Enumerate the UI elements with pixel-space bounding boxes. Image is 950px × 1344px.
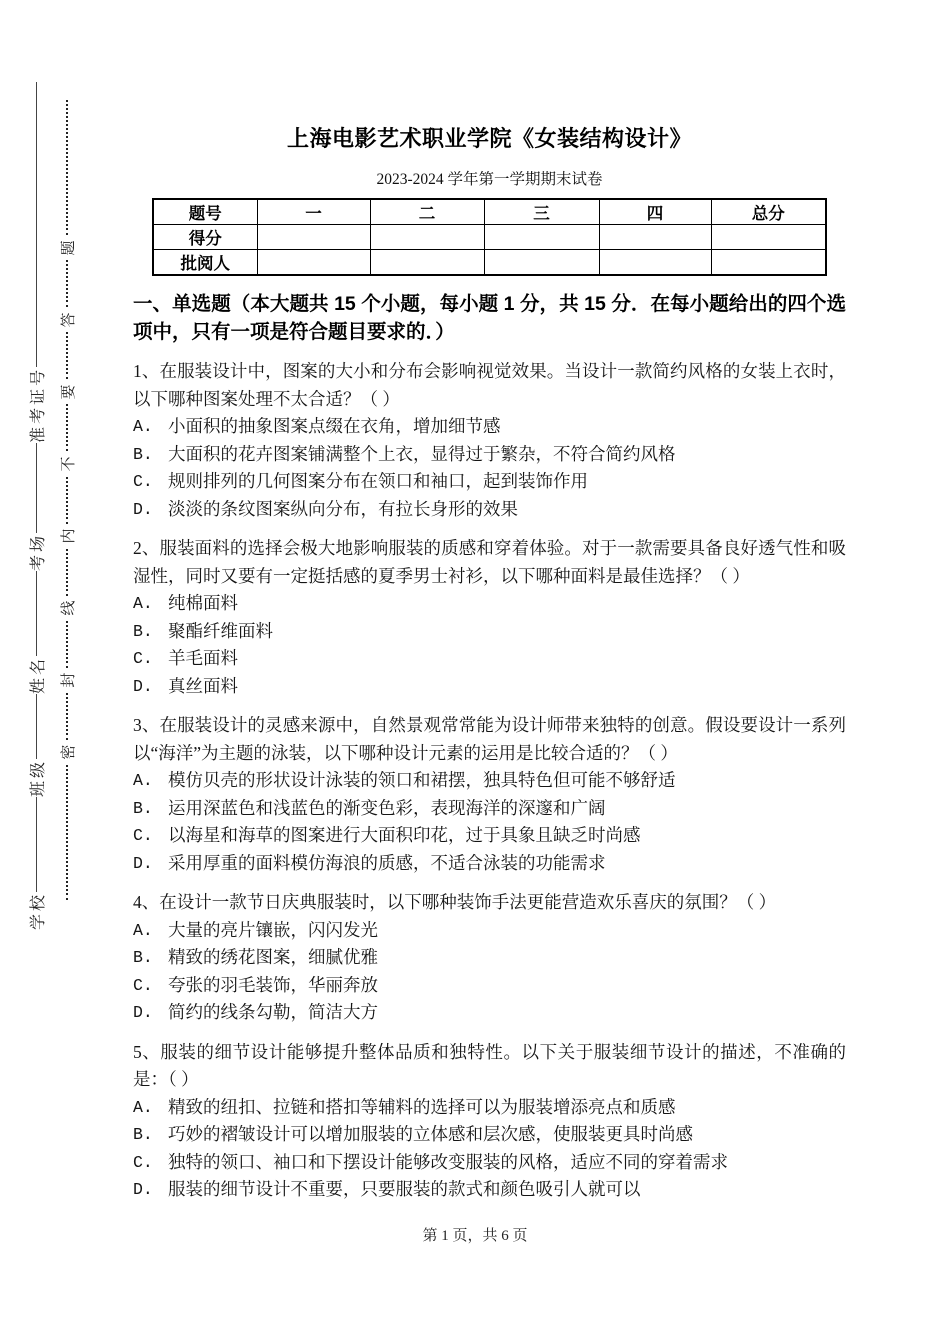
question-stem: 1、在服装设计中，图案的大小和分布会影响视觉效果。当设计一款简约风格的女装上衣时，以下哪种图案处理不太合适？（ ） <box>133 361 846 409</box>
option-row <box>133 999 846 1027</box>
option-text: 独特的领口、袖口和下摆设计能够改变服装的风格，适应不同的穿着需求 <box>168 1151 728 1172</box>
score-table-col: 四 <box>599 199 711 225</box>
dotted-leader <box>66 621 68 668</box>
score-row <box>153 225 826 250</box>
option-key: B. <box>133 444 153 464</box>
option-text: 巧妙的褶皱设计可以增加服装的立体感和层次感，使服装更具时尚感 <box>168 1124 693 1144</box>
seal-char: 答 <box>60 312 77 328</box>
fill-in-blank <box>36 797 37 892</box>
option-row <box>133 850 846 878</box>
option-row <box>133 1121 846 1149</box>
score-cell <box>711 250 826 276</box>
option-row <box>133 1094 846 1122</box>
section-one-heading: 一、单选题（本大题共 15 个小题，每小题 1 分，共 15 分．在每小题给出的四个选项中，只有一项是符合题目要求的．） <box>133 293 846 343</box>
sidebar-field-examnumber: 准考证号 <box>29 366 47 443</box>
option-row <box>133 468 846 496</box>
score-cell <box>370 225 484 250</box>
option-text: 以海星和海草的图案进行大面积印花，过于具象且缺乏时尚感 <box>168 825 641 845</box>
option-row <box>133 496 846 524</box>
option-text: 模仿贝壳的形状设计泳装的领口和裙摆，独具特色但可能不够舒适 <box>168 770 676 790</box>
fill-in-blank <box>36 571 37 656</box>
score-cell <box>599 250 711 276</box>
option-row <box>133 1149 846 1177</box>
option-text: 采用厚重的面料模仿海浪的质感，不适合泳装的功能需求 <box>168 852 606 873</box>
dotted-leader <box>66 693 68 740</box>
option-row <box>133 822 846 850</box>
option-key: C. <box>133 975 153 995</box>
score-cell <box>599 225 711 250</box>
question-4 <box>133 889 846 1027</box>
page-subtitle: 2023-2024 学年第一学期期末试卷 <box>376 171 603 188</box>
option-text: 夸张的羽毛装饰，华丽奔放 <box>168 974 378 995</box>
seal-char: 封 <box>60 672 77 688</box>
sidebar-fields-line <box>25 82 47 930</box>
dotted-leader <box>66 405 68 452</box>
fill-in-blank <box>36 694 37 759</box>
option-key: A. <box>133 1097 153 1117</box>
option-text: 精致的纽扣、拉链和搭扣等辅料的选择可以为服装增添亮点和质感 <box>168 1096 676 1117</box>
score-table-corner: 题号 <box>153 199 257 225</box>
option-key: C. <box>133 649 153 668</box>
option-text: 纯棉面料 <box>168 593 238 613</box>
option-key: A. <box>133 771 153 790</box>
option-key: B. <box>133 798 153 818</box>
main-content <box>133 122 846 1204</box>
page-title: 上海电影艺术职业学院《女装结构设计》 <box>286 126 692 151</box>
seal-char: 密 <box>60 744 77 760</box>
question-stem: 5、服装的细节设计能够提升整体品质和独特性。以下关于服装细节设计的描述，不准确的是：（ ） <box>133 1041 846 1089</box>
score-table-header-row <box>153 199 826 225</box>
question-stem: 3、在服装设计的灵感来源中，自然景观常常能为设计师带来独特的创意。假设要设计一系列以“海洋”为主题的泳装，以下哪种设计元素的运用是比较合适的？（ ） <box>133 715 846 763</box>
question-5 <box>133 1039 846 1204</box>
option-key: D. <box>133 499 153 519</box>
seal-char: 线 <box>60 600 77 616</box>
option-key: B. <box>133 1125 153 1144</box>
score-table-col: 总分 <box>711 199 826 225</box>
question-2 <box>133 535 846 700</box>
dotted-leader <box>66 100 68 235</box>
seal-char: 不 <box>60 456 77 472</box>
option-row <box>133 944 846 972</box>
option-text: 规则排列的几何图案分布在领口和袖口，起到装饰作用 <box>168 471 588 491</box>
score-table-col: 一 <box>257 199 370 225</box>
sidebar-field-name: 姓名 <box>29 655 47 694</box>
option-text: 运用深蓝色和浅蓝色的渐变色彩，表现海洋的深邃和广阔 <box>168 797 606 818</box>
option-text: 真丝面料 <box>168 675 238 696</box>
option-key: B. <box>133 621 153 641</box>
seal-char: 要 <box>60 384 77 400</box>
option-row <box>133 795 846 823</box>
dotted-leader <box>66 765 68 900</box>
fill-in-blank <box>36 82 37 367</box>
sidebar-field-examroom: 考场 <box>29 532 47 571</box>
score-table-col: 三 <box>484 199 599 225</box>
option-text: 小面积的抽象图案点缀在衣角，增加细节感 <box>168 416 501 436</box>
option-key: C. <box>133 1152 153 1172</box>
option-key: A. <box>133 594 153 613</box>
score-table <box>152 198 827 276</box>
dotted-leader <box>66 549 68 596</box>
option-row <box>133 972 846 1000</box>
option-key: C. <box>133 472 153 491</box>
option-key: D. <box>133 1180 153 1199</box>
seal-char: 内 <box>60 528 77 544</box>
dotted-leader <box>66 477 68 524</box>
question-stem: 2、服装面料的选择会极大地影响服装的质感和穿着体验。对于一款需要具备良好透气性和吸湿性，同时又要有一定挺括感的夏季男士衬衫，以下哪种面料是最佳选择？（ ） <box>133 538 846 586</box>
fill-in-blank <box>36 443 37 533</box>
seal-line <box>57 100 77 900</box>
question-1 <box>133 358 846 523</box>
option-row <box>133 590 846 618</box>
score-row-label: 批阅人 <box>153 250 257 276</box>
option-text: 聚酯纤维面料 <box>168 620 273 641</box>
dotted-leader <box>66 260 68 307</box>
score-cell <box>484 225 599 250</box>
score-cell <box>257 225 370 250</box>
option-key: C. <box>133 826 153 845</box>
score-cell <box>711 225 826 250</box>
option-text: 大量的亮片镶嵌，闪闪发光 <box>168 919 378 940</box>
option-key: D. <box>133 1003 153 1022</box>
option-row <box>133 1176 846 1204</box>
option-row <box>133 618 846 646</box>
option-row <box>133 441 846 469</box>
option-row <box>133 767 846 795</box>
option-key: D. <box>133 676 153 696</box>
page-footer: 第 1 页，共 6 页 <box>422 1228 528 1244</box>
score-cell <box>257 250 370 276</box>
sidebar-field-school: 学校 <box>29 891 47 930</box>
score-cell <box>484 250 599 276</box>
option-text: 羊毛面料 <box>168 648 238 668</box>
option-text: 精致的绣花图案，细腻优雅 <box>168 947 378 967</box>
option-text: 大面积的花卉图案铺满整个上衣，显得过于繁杂，不符合简约风格 <box>168 443 676 464</box>
option-text: 淡淡的条纹图案纵向分布，有拉长身形的效果 <box>168 498 518 519</box>
seal-char: 题 <box>60 240 77 256</box>
question-3 <box>133 712 846 877</box>
option-key: A. <box>133 920 153 940</box>
option-key: A. <box>133 417 153 436</box>
option-row <box>133 917 846 945</box>
dotted-leader <box>66 332 68 379</box>
option-key: B. <box>133 948 153 967</box>
option-row <box>133 673 846 701</box>
question-stem: 4、在设计一款节日庆典服装时，以下哪种装饰手法更能营造欢乐喜庆的氛围？（ ） <box>133 892 777 912</box>
score-table-col: 二 <box>370 199 484 225</box>
score-cell <box>370 250 484 276</box>
option-text: 简约的线条勾勒，简洁大方 <box>168 1002 378 1022</box>
score-row-label: 得分 <box>153 225 257 250</box>
sidebar-field-class: 班级 <box>29 758 47 797</box>
option-text: 服装的细节设计不重要，只要服装的款式和颜色吸引人就可以 <box>168 1179 641 1199</box>
reviewer-row <box>153 250 826 276</box>
option-key: D. <box>133 853 153 873</box>
option-row <box>133 413 846 441</box>
option-row <box>133 645 846 673</box>
